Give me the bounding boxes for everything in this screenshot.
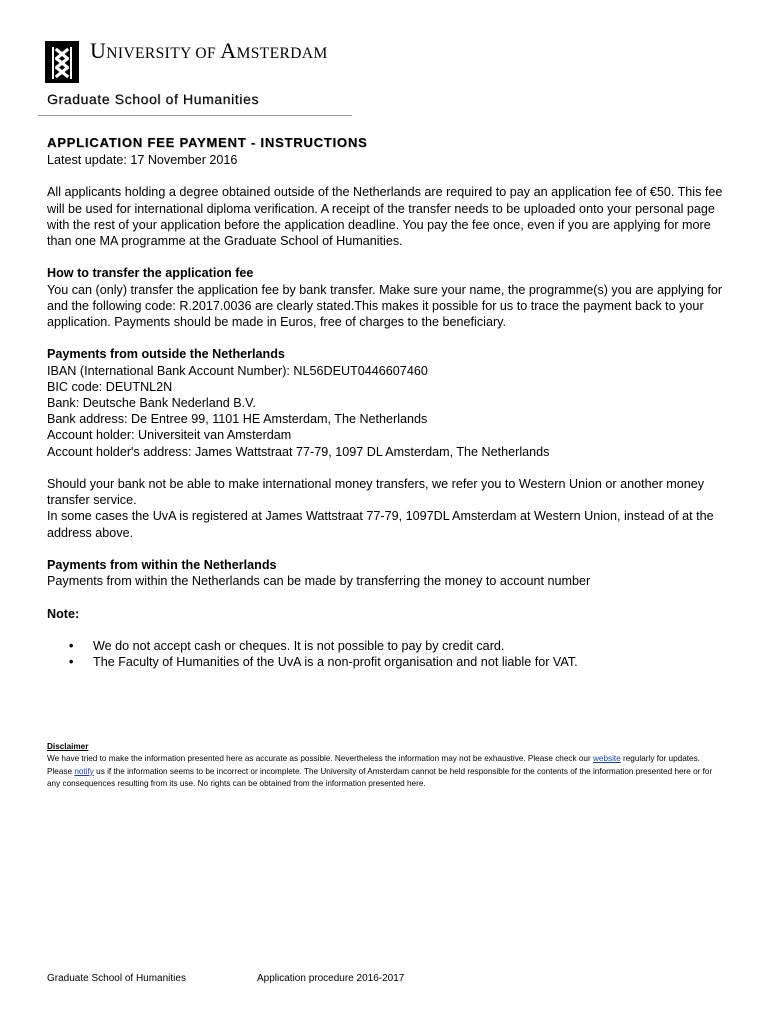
within-paragraph: Payments from within the Netherlands can be made by transferring the money to account number bbox=[47, 574, 591, 589]
document-title: APPLICATION FEE PAYMENT - INSTRUCTIONS bbox=[47, 135, 368, 150]
disclaimer bbox=[47, 741, 727, 790]
disclaimer-text-part: us if the information seems to be incorrect or incomplete. The University of Amsterdam cannot be held responsible for the contents of the information presented here or for any consequences resulting from its use. No rights can be obtained from the information presented here. bbox=[47, 766, 713, 788]
website-link[interactable]: website bbox=[592, 754, 621, 764]
disclaimer-text-part: We have tried to make the information presented here as accurate as possible. Nevertheless the information may not be exhaustive. Please check our bbox=[47, 754, 593, 764]
main-content bbox=[47, 152, 737, 670]
transfer-heading: How to transfer the application fee bbox=[47, 266, 254, 281]
latest-update: Latest update: 17 November 2016 bbox=[47, 153, 238, 167]
bank-address-line: Bank address: De Entree 99, 1101 HE Amsterdam, The Netherlands bbox=[47, 412, 428, 427]
note-item-text: The Faculty of Humanities of the UvA is a non-profit organisation and not liable for VAT. bbox=[93, 655, 578, 670]
footer-procedure: Application procedure 2016-2017 bbox=[257, 973, 405, 984]
within-heading: Payments from within the Netherlands bbox=[47, 558, 277, 572]
bic-line: BIC code: DEUTNL2N bbox=[47, 379, 173, 394]
notify-link[interactable]: notify bbox=[74, 766, 94, 776]
list-item bbox=[47, 638, 737, 654]
outside-heading: Payments from outside the Netherlands bbox=[47, 347, 285, 362]
university-initial-a: A bbox=[220, 38, 237, 63]
western-union-paragraph: Should your bank not be able to make international money transfers, we refer you to Western Union or another money transfer service. bbox=[47, 477, 705, 508]
university-initial-u: U bbox=[90, 38, 107, 63]
footer-school: Graduate School of Humanities bbox=[47, 973, 186, 984]
iban-line: IBAN (International Bank Account Number): NL56DEUT0446607460 bbox=[47, 363, 428, 378]
uva-logo-icon bbox=[45, 41, 79, 83]
bank-line: Bank: Deutsche Bank Nederland B.V. bbox=[47, 396, 256, 410]
account-holder-address-line: Account holder's address: James Wattstraat 77-79, 1097 DL Amsterdam, The Netherlands bbox=[47, 444, 550, 459]
school-heading: Graduate School of Humanities bbox=[47, 91, 259, 107]
university-name bbox=[90, 38, 328, 64]
note-item-text: We do not accept cash or cheques. It is not possible to pay by credit card. bbox=[93, 638, 505, 653]
western-union-address-paragraph: In some cases the UvA is registered at James Wattstraat 77-79, 1097DL Amsterdam at Western Union, instead of at the address above. bbox=[47, 509, 714, 540]
list-item bbox=[47, 654, 737, 670]
transfer-paragraph: You can (only) transfer the application fee by bank transfer. Make sure your name, the programme(s) you are applying for and the following code: R.2017.0036 are clearly stated.This makes it possible for us to trace the payment back to your application. Payments should be made in Euros, free of charges to the beneficiary. bbox=[47, 282, 723, 329]
university-u-rest: NIVERSITY OF bbox=[106, 45, 221, 62]
disclaimer-text bbox=[47, 753, 727, 790]
bullet-icon: • bbox=[69, 638, 74, 653]
university-a-rest: MSTERDAM bbox=[236, 45, 328, 62]
note-heading: Note: bbox=[47, 606, 80, 621]
header-divider bbox=[38, 115, 352, 116]
account-holder-line: Account holder: Universiteit van Amsterdam bbox=[47, 428, 292, 443]
disclaimer-text-part: regularly for updates. Please bbox=[47, 754, 700, 776]
intro-paragraph: All applicants holding a degree obtained outside of the Netherlands are required to pay an application fee of €50. This fee will be used for international diploma verification. A receipt of the transfer needs to be uploaded onto your personal page with the rest of your application before the application deadline. You pay the fee once, even if you are applying for more than one MA programme at the Graduate School of Humanities. bbox=[47, 185, 723, 248]
disclaimer-title: Disclaimer bbox=[47, 742, 89, 751]
note-list bbox=[47, 638, 737, 670]
bullet-icon: • bbox=[69, 655, 74, 670]
